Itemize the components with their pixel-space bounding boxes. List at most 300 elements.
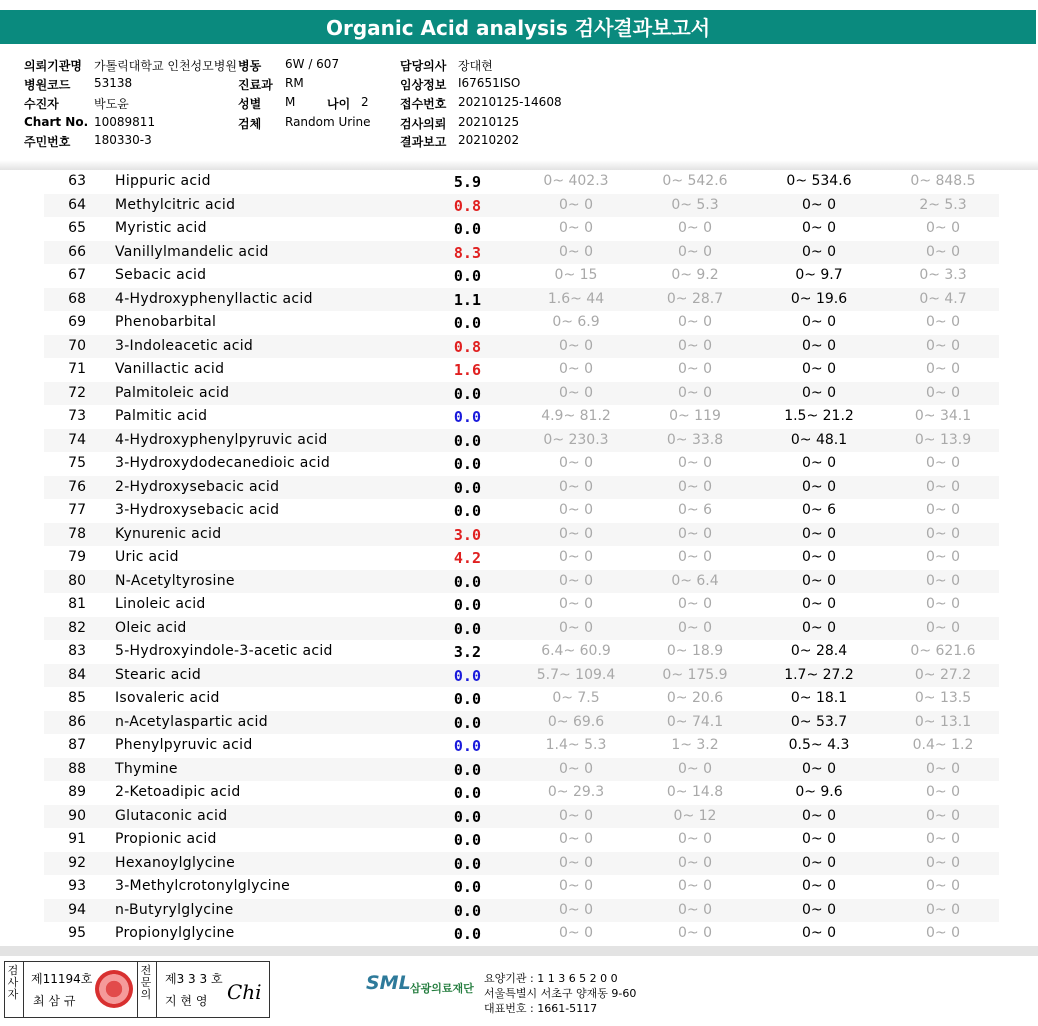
reference-range-4: 0~ 0 <box>926 831 960 847</box>
reference-range-3: 0~ 0 <box>802 831 836 847</box>
row-number: 87 <box>68 737 86 753</box>
result-value: 0.0 <box>453 713 481 732</box>
row-number: 95 <box>68 925 86 941</box>
reference-range-1: 4.9~ 81.2 <box>541 408 611 424</box>
reference-range-1: 0~ 29.3 <box>547 784 605 800</box>
reference-range-4: 0~ 0 <box>926 384 960 401</box>
reference-range-2: 0~ 0 <box>678 596 712 612</box>
analyte-name: Oleic acid <box>115 619 187 636</box>
reference-range-2: 0~ 28.7 <box>666 290 724 307</box>
result-value: 0.0 <box>453 831 481 849</box>
reference-range-3: 0~ 0 <box>802 314 836 330</box>
row-number: 75 <box>68 455 86 471</box>
table-row <box>44 593 999 616</box>
reference-range-1: 0~ 0 <box>559 478 593 495</box>
reference-range-4: 0~ 621.6 <box>910 643 976 659</box>
reference-range-2: 0~ 0 <box>678 925 712 941</box>
reference-range-2: 0~ 0 <box>678 337 712 354</box>
analyte-name: 5-Hydroxyindole-3-acetic acid <box>115 643 333 659</box>
analyte-name: Vanillactic acid <box>115 361 225 377</box>
reference-range-1: 0~ 0 <box>559 596 593 612</box>
reference-range-4: 0~ 0 <box>926 925 960 941</box>
analyte-name: Hippuric acid <box>115 173 211 189</box>
reference-range-4: 0~ 0 <box>926 502 960 518</box>
reference-range-3: 0~ 9.6 <box>795 784 843 800</box>
analyte-name: Propionic acid <box>115 831 217 847</box>
report-label: 결과보고 <box>400 135 447 149</box>
reference-range-4: 0~ 0 <box>926 760 960 777</box>
analyte-name: n-Butyrylglycine <box>115 901 234 918</box>
dept-label: 진료과 <box>238 78 273 92</box>
analyte-name: Stearic acid <box>115 666 202 683</box>
row-number: 64 <box>68 196 86 213</box>
table-row <box>44 382 999 405</box>
reference-range-3: 0~ 0 <box>802 337 836 354</box>
reference-range-1: 0~ 0 <box>559 196 593 213</box>
table-row <box>44 429 999 452</box>
sex-value: M <box>285 95 296 109</box>
reference-range-1: 0~ 230.3 <box>543 431 609 448</box>
result-value: 0.8 <box>453 337 481 356</box>
row-number: 66 <box>68 243 86 260</box>
row-number: 92 <box>68 854 86 871</box>
reference-range-1: 0~ 7.5 <box>552 690 600 706</box>
reference-range-3: 0~ 0 <box>802 525 836 542</box>
doctor-label: 담당의사 <box>400 59 447 73</box>
specialist-name: 지 현 영 <box>165 994 208 1008</box>
row-number: 70 <box>68 337 86 354</box>
reference-range-4: 0~ 0 <box>926 220 960 236</box>
analyte-name: Vanillylmandelic acid <box>115 243 269 260</box>
separator-line <box>23 962 24 1017</box>
reference-range-2: 0~ 542.6 <box>662 173 728 189</box>
divider <box>0 160 1038 170</box>
reference-range-3: 0~ 0 <box>802 760 836 777</box>
row-number: 67 <box>68 267 86 283</box>
row-number: 79 <box>68 549 86 565</box>
row-number: 82 <box>68 619 86 636</box>
reference-range-3: 0~ 0 <box>802 854 836 871</box>
reference-range-1: 0~ 15 <box>554 267 598 283</box>
clinical-label: 임상정보 <box>400 78 447 92</box>
reference-range-1: 0~ 0 <box>559 337 593 354</box>
row-number: 83 <box>68 643 86 659</box>
specimen-label: 검체 <box>238 117 262 131</box>
table-row <box>44 194 999 217</box>
table-row <box>44 570 999 593</box>
row-number: 84 <box>68 666 86 683</box>
table-row <box>44 875 999 898</box>
table-row <box>44 640 999 663</box>
reference-range-3: 0~ 0 <box>802 220 836 236</box>
reference-range-3: 0~ 48.1 <box>790 431 848 448</box>
table-row <box>44 523 999 546</box>
reference-range-2: 0~ 119 <box>669 408 721 424</box>
result-value: 0.0 <box>453 478 481 497</box>
reference-range-2: 0~ 175.9 <box>662 666 728 683</box>
tester-label-text: 검사자 <box>7 964 19 1001</box>
reference-range-4: 0~ 0 <box>926 478 960 495</box>
result-value: 0.0 <box>453 572 481 591</box>
reference-range-4: 0~ 0 <box>926 854 960 871</box>
results-table <box>0 170 1038 946</box>
name-label: 수진자 <box>24 97 59 111</box>
reference-range-2: 0~ 20.6 <box>666 690 724 706</box>
table-row <box>44 335 999 358</box>
result-value: 1.1 <box>453 290 481 309</box>
table-row <box>44 288 999 311</box>
result-value: 0.0 <box>453 408 481 426</box>
reference-range-2: 0~ 0 <box>678 549 712 565</box>
reference-range-3: 0~ 0 <box>802 596 836 612</box>
result-value: 5.9 <box>453 173 481 191</box>
reference-range-3: 0~ 0 <box>802 878 836 894</box>
tester-license: 제11194호 <box>31 972 93 986</box>
reference-range-2: 0~ 33.8 <box>666 431 724 448</box>
result-value: 0.0 <box>453 619 481 638</box>
separator-line <box>137 962 138 1017</box>
reference-range-3: 0~ 9.7 <box>795 267 843 283</box>
sml-logo: SML <box>366 972 411 994</box>
hospital-code-value: 53138 <box>94 76 133 90</box>
table-row <box>44 546 999 569</box>
phone: 대표번호 : 1661-5117 <box>484 1002 598 1015</box>
receipt-value: 20210125-14608 <box>458 95 562 109</box>
analyte-name: 3-Hydroxysebacic acid <box>115 502 280 518</box>
ward-value: 6W / 607 <box>285 57 340 71</box>
row-number: 71 <box>68 361 86 377</box>
result-value: 0.8 <box>453 196 481 215</box>
reference-range-4: 0~ 0 <box>926 807 960 824</box>
reference-range-2: 0~ 0 <box>678 314 712 330</box>
analyte-name: Uric acid <box>115 549 179 565</box>
row-number: 88 <box>68 760 86 777</box>
reference-range-2: 0~ 0 <box>678 525 712 542</box>
reference-range-3: 0~ 0 <box>802 196 836 213</box>
reference-range-2: 0~ 0 <box>678 220 712 236</box>
reference-range-3: 0~ 53.7 <box>790 713 848 730</box>
table-row <box>44 499 999 522</box>
table-row <box>44 711 999 734</box>
result-value: 0.0 <box>453 807 481 826</box>
reference-range-2: 0~ 6.4 <box>671 572 719 589</box>
reference-range-1: 0~ 0 <box>559 572 593 589</box>
clinical-value: I67651ISO <box>458 76 521 90</box>
reference-range-4: 0~ 0 <box>926 337 960 354</box>
reference-range-3: 0~ 6 <box>802 502 836 518</box>
analyte-name: Methylcitric acid <box>115 196 236 213</box>
ward-label: 병동 <box>238 59 262 73</box>
row-number: 69 <box>68 314 86 330</box>
result-value: 3.2 <box>453 643 481 661</box>
table-row <box>44 758 999 781</box>
reference-range-1: 1.6~ 44 <box>547 290 605 307</box>
org-name: 삼광의료재단 <box>410 982 474 995</box>
row-number: 81 <box>68 596 86 612</box>
reference-range-4: 0~ 27.2 <box>914 666 972 683</box>
table-row <box>44 687 999 710</box>
age-value: 2 <box>361 95 369 109</box>
reference-range-1: 0~ 0 <box>559 619 593 636</box>
report-title: Organic Acid analysis 검사결과보고서 <box>0 10 1036 44</box>
result-value: 0.0 <box>453 431 481 450</box>
reference-range-4: 0~ 0 <box>926 361 960 377</box>
analyte-name: Hexanoylglycine <box>115 854 236 871</box>
reference-range-3: 0.5~ 4.3 <box>788 737 850 753</box>
table-row <box>44 828 999 851</box>
reference-range-1: 0~ 0 <box>559 854 593 871</box>
reference-range-2: 0~ 74.1 <box>666 713 724 730</box>
reference-range-2: 0~ 18.9 <box>666 643 724 659</box>
reference-range-1: 0~ 0 <box>559 384 593 401</box>
age-label: 나이 <box>327 97 351 111</box>
analyte-name: 3-Hydroxydodecanedioic acid <box>115 455 331 471</box>
reference-range-3: 0~ 0 <box>802 925 836 941</box>
table-row <box>44 734 999 757</box>
result-value: 0.0 <box>453 925 481 943</box>
reference-range-2: 0~ 0 <box>678 243 712 260</box>
reference-range-2: 0~ 0 <box>678 878 712 894</box>
reference-range-2: 0~ 0 <box>678 384 712 401</box>
reference-range-3: 0~ 0 <box>802 455 836 471</box>
reference-range-2: 0~ 0 <box>678 455 712 471</box>
result-value: 0.0 <box>453 502 481 520</box>
reference-range-4: 0~ 0 <box>926 572 960 589</box>
result-value: 0.0 <box>453 666 481 685</box>
result-value: 0.0 <box>453 314 481 332</box>
analyte-name: Kynurenic acid <box>115 525 222 542</box>
dept-value: RM <box>285 76 304 90</box>
chart-value: 10089811 <box>94 115 156 129</box>
reference-range-4: 0~ 0 <box>926 901 960 918</box>
specimen-value: Random Urine <box>285 115 371 129</box>
reference-range-1: 0~ 0 <box>559 455 593 471</box>
reference-range-3: 0~ 28.4 <box>790 643 848 659</box>
row-number: 63 <box>68 173 86 189</box>
row-number: 74 <box>68 431 86 448</box>
separator-line <box>156 962 157 1017</box>
reference-range-2: 0~ 0 <box>678 478 712 495</box>
result-value: 4.2 <box>453 549 481 567</box>
row-number: 72 <box>68 384 86 401</box>
reference-range-3: 1.5~ 21.2 <box>784 408 854 424</box>
reference-range-1: 0~ 0 <box>559 831 593 847</box>
specialist-label-text: 전문의 <box>140 964 152 1001</box>
table-row <box>44 664 999 687</box>
reference-range-3: 0~ 0 <box>802 384 836 401</box>
reference-range-1: 0~ 0 <box>559 220 593 236</box>
row-number: 89 <box>68 784 86 800</box>
reference-range-2: 0~ 0 <box>678 854 712 871</box>
analyte-name: 4-Hydroxyphenyllactic acid <box>115 290 313 307</box>
reference-range-1: 0~ 0 <box>559 807 593 824</box>
row-number: 93 <box>68 878 86 894</box>
table-row <box>44 452 999 475</box>
report-value: 20210202 <box>458 133 520 147</box>
reference-range-3: 0~ 19.6 <box>790 290 848 307</box>
result-value: 0.0 <box>453 596 481 614</box>
reference-range-2: 0~ 14.8 <box>666 784 724 800</box>
reference-range-4: 0~ 0 <box>926 455 960 471</box>
reference-range-1: 0~ 0 <box>559 878 593 894</box>
table-row <box>44 476 999 499</box>
receipt-label: 접수번호 <box>400 97 447 111</box>
reference-range-2: 0~ 0 <box>678 901 712 918</box>
analyte-name: Thymine <box>115 760 178 777</box>
row-number: 91 <box>68 831 86 847</box>
reference-range-4: 0~ 0 <box>926 784 960 800</box>
reference-range-1: 6.4~ 60.9 <box>541 643 611 659</box>
analyte-name: N-Acetyltyrosine <box>115 572 235 589</box>
result-value: 1.6 <box>453 361 481 379</box>
row-number: 77 <box>68 502 86 518</box>
id-label: 주민번호 <box>24 135 71 149</box>
result-value: 0.0 <box>453 220 481 238</box>
reference-range-4: 0~ 13.9 <box>914 431 972 448</box>
row-number: 94 <box>68 901 86 918</box>
reference-range-4: 2~ 5.3 <box>919 196 967 213</box>
reference-range-2: 0~ 0 <box>678 361 712 377</box>
table-row <box>44 358 999 381</box>
tester-label <box>7 965 21 1001</box>
analyte-name: Sebacic acid <box>115 267 207 283</box>
table-row <box>44 899 999 922</box>
table-row <box>44 241 999 264</box>
reference-range-1: 0~ 0 <box>559 525 593 542</box>
doctor-value: 장대현 <box>458 59 493 73</box>
row-number: 90 <box>68 807 86 824</box>
reference-range-3: 0~ 0 <box>802 901 836 918</box>
table-row <box>44 852 999 875</box>
reference-range-1: 0~ 6.9 <box>552 314 600 330</box>
reference-range-4: 0~ 0 <box>926 878 960 894</box>
row-number: 76 <box>68 478 86 495</box>
tester-name: 최 삼 규 <box>33 994 76 1008</box>
analyte-name: 2-Hydroxysebacic acid <box>115 478 280 495</box>
result-value: 0.0 <box>453 854 481 873</box>
row-number: 78 <box>68 525 86 542</box>
reference-range-4: 0~ 4.7 <box>919 290 967 307</box>
bottom-divider <box>0 946 1038 956</box>
specialist-license: 제3 3 3 호 <box>165 972 223 986</box>
reference-range-1: 0~ 0 <box>559 502 593 518</box>
reference-range-1: 1.4~ 5.3 <box>545 737 607 753</box>
analyte-name: Linoleic acid <box>115 596 206 612</box>
reference-range-3: 0~ 0 <box>802 243 836 260</box>
reference-range-3: 0~ 0 <box>802 478 836 495</box>
institution-label: 의뢰기관명 <box>24 59 82 73</box>
reference-range-2: 0~ 0 <box>678 831 712 847</box>
reference-range-4: 0~ 0 <box>926 596 960 612</box>
reference-range-4: 0~ 0 <box>926 525 960 542</box>
reference-range-3: 0~ 534.6 <box>786 173 852 189</box>
result-value: 0.0 <box>453 384 481 403</box>
reference-range-2: 0~ 5.3 <box>671 196 719 213</box>
reference-range-3: 0~ 0 <box>802 361 836 377</box>
table-row <box>44 311 999 334</box>
analyte-name: Myristic acid <box>115 220 207 236</box>
table-row <box>44 170 999 193</box>
signature: Chi <box>227 980 262 1004</box>
row-number: 73 <box>68 408 86 424</box>
reference-range-4: 0~ 13.5 <box>914 690 972 706</box>
official-seal-icon <box>95 970 133 1008</box>
reference-range-1: 0~ 69.6 <box>547 713 605 730</box>
result-value: 3.0 <box>453 525 481 544</box>
reference-range-3: 0~ 18.1 <box>790 690 848 706</box>
reference-range-1: 0~ 0 <box>559 901 593 918</box>
analyte-name: 3-Indoleacetic acid <box>115 337 254 354</box>
address: 서울특별시 서초구 양재동 9-60 <box>484 987 637 1000</box>
result-value: 0.0 <box>453 784 481 802</box>
request-value: 20210125 <box>458 115 520 129</box>
table-row <box>44 264 999 287</box>
lab-footer <box>366 966 726 1016</box>
result-value: 0.0 <box>453 878 481 896</box>
result-value: 0.0 <box>453 901 481 920</box>
row-number: 85 <box>68 690 86 706</box>
reference-range-2: 0~ 0 <box>678 760 712 777</box>
reference-range-2: 0~ 6 <box>678 502 712 518</box>
reference-range-1: 5.7~ 109.4 <box>536 666 616 683</box>
analyte-name: 4-Hydroxyphenylpyruvic acid <box>115 431 328 448</box>
analyte-name: Phenylpyruvic acid <box>115 737 253 753</box>
analyte-name: Phenobarbital <box>115 314 217 330</box>
reference-range-3: 0~ 0 <box>802 572 836 589</box>
reference-range-4: 0~ 0 <box>926 314 960 330</box>
table-row <box>44 217 999 240</box>
reference-range-1: 0~ 0 <box>559 361 593 377</box>
specialist-label <box>140 965 154 1001</box>
reference-range-4: 0~ 0 <box>926 549 960 565</box>
result-value: 0.0 <box>453 267 481 285</box>
reference-range-1: 0~ 0 <box>559 549 593 565</box>
reference-range-1: 0~ 0 <box>559 760 593 777</box>
sex-label: 성별 <box>238 97 262 111</box>
analyte-name: Isovaleric acid <box>115 690 220 706</box>
id-value: 180330-3 <box>94 133 152 147</box>
row-number: 65 <box>68 220 86 236</box>
institution-value: 가톨릭대학교 인천성모병원 <box>94 59 237 73</box>
table-row <box>44 805 999 828</box>
reference-range-4: 0~ 0 <box>926 619 960 636</box>
analyte-name: Palmitic acid <box>115 408 208 424</box>
reference-range-3: 0~ 0 <box>802 619 836 636</box>
result-value: 8.3 <box>453 243 481 262</box>
reference-range-3: 0~ 0 <box>802 807 836 824</box>
result-value: 0.0 <box>453 690 481 708</box>
reference-range-1: 0~ 402.3 <box>543 173 609 189</box>
reference-range-2: 1~ 3.2 <box>671 737 719 753</box>
analyte-name: Palmitoleic acid <box>115 384 230 401</box>
table-row <box>44 781 999 804</box>
reference-range-4: 0~ 13.1 <box>914 713 972 730</box>
reference-range-2: 0~ 9.2 <box>671 267 719 283</box>
analyte-name: n-Acetylaspartic acid <box>115 713 268 730</box>
table-row <box>44 405 999 428</box>
result-value: 0.0 <box>453 760 481 779</box>
signature-box <box>4 961 270 1018</box>
patient-info <box>0 50 1038 160</box>
analyte-name: Propionylglycine <box>115 925 235 941</box>
reference-range-4: 0~ 0 <box>926 243 960 260</box>
result-value: 0.0 <box>453 455 481 473</box>
row-number: 86 <box>68 713 86 730</box>
reference-range-4: 0.4~ 1.2 <box>912 737 974 753</box>
reference-range-4: 0~ 3.3 <box>919 267 967 283</box>
request-label: 검사의뢰 <box>400 117 447 131</box>
table-row <box>44 617 999 640</box>
